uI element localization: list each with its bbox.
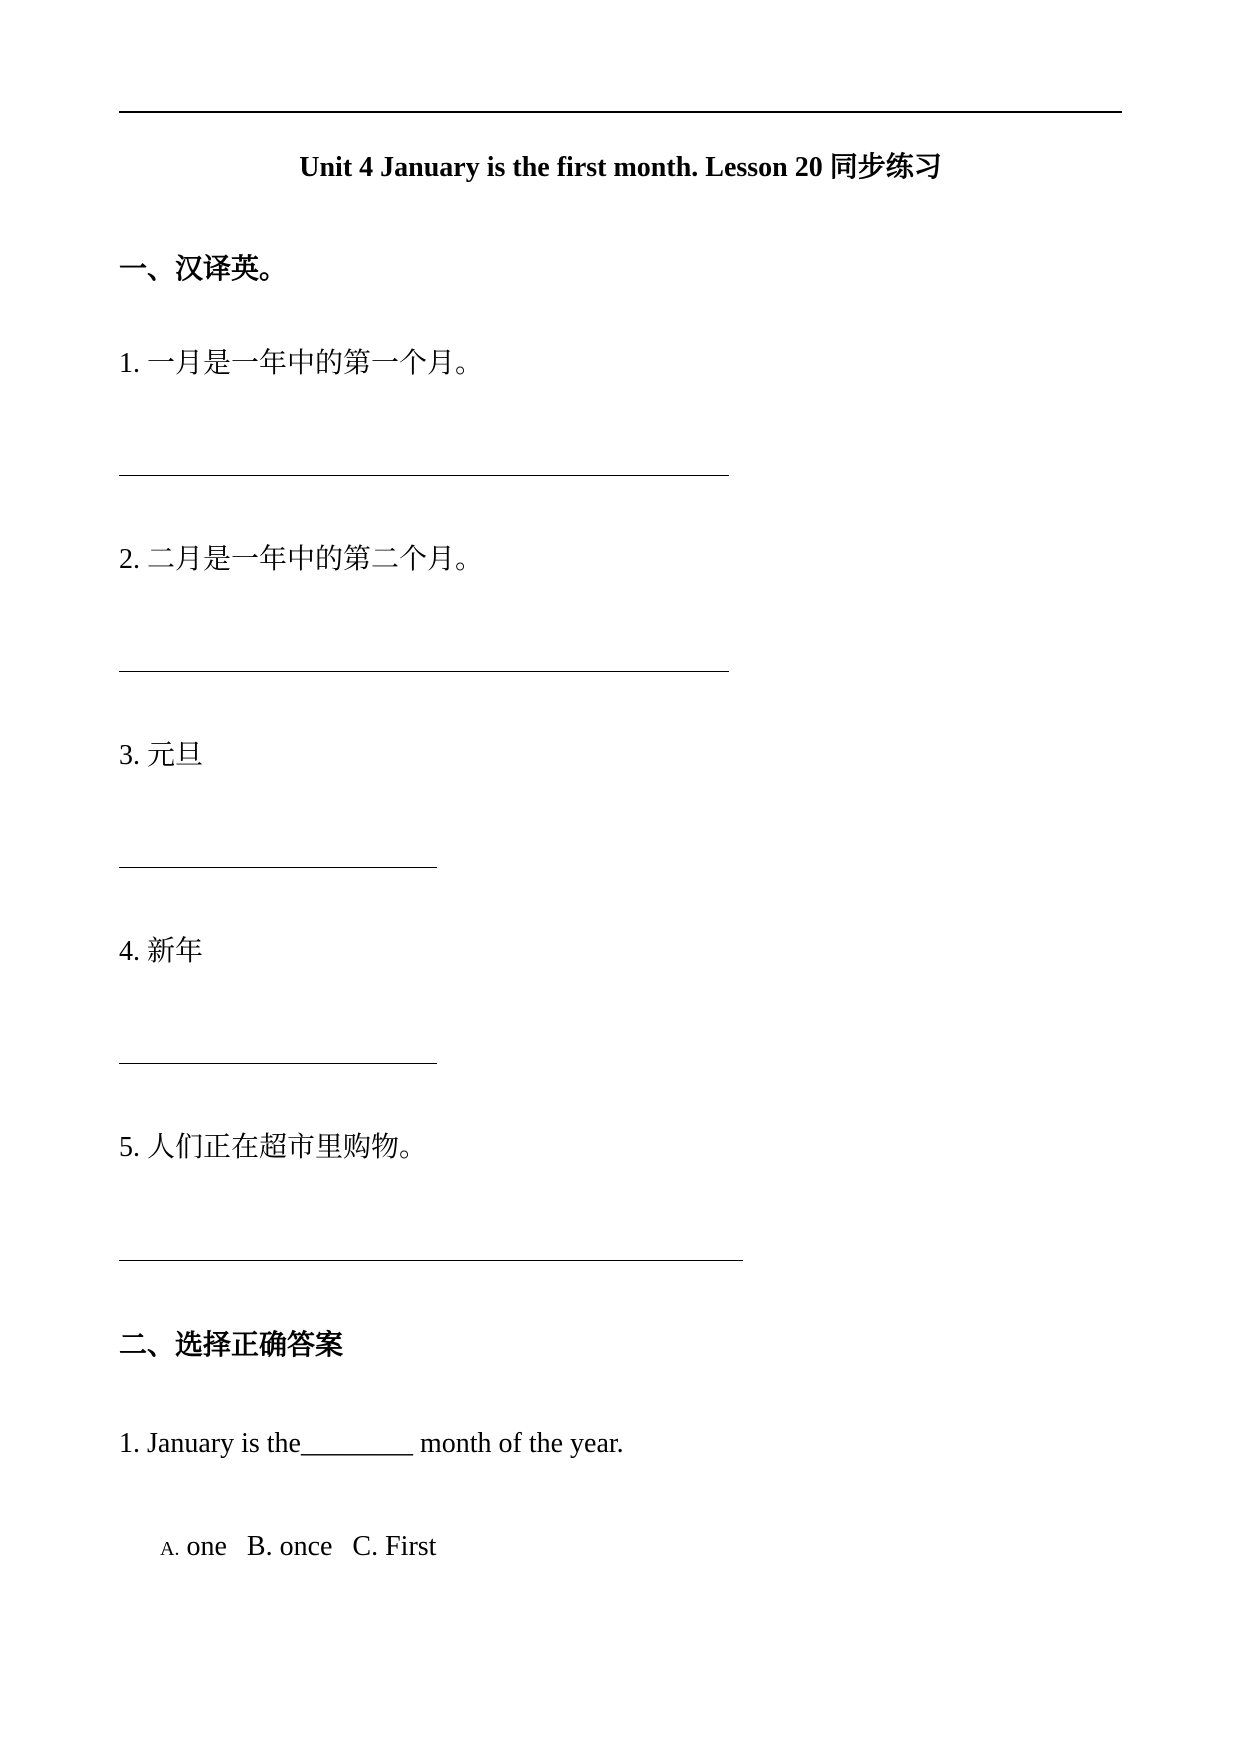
answer-line-1[interactable] [119, 475, 729, 476]
choice-options [160, 1527, 436, 1569]
section-heading-translate: 一、汉译英。 [119, 254, 288, 285]
question-5: 5. 人们正在超市里购物。 [119, 1132, 428, 1163]
question-2: 2. 二月是一年中的第二个月。 [119, 544, 484, 575]
question-4: 4. 新年 [119, 936, 204, 967]
section-heading-choice: 二、选择正确答案 [119, 1330, 344, 1361]
option-c[interactable]: C. First [352, 1531, 437, 1562]
choice-question-1: 1. January is the________ month of the year. [119, 1428, 624, 1459]
question-3: 3. 元旦 [119, 740, 204, 771]
page-title: Unit 4 January is the first month. Lesson 20 同步练习 [299, 152, 942, 183]
answer-line-3[interactable] [119, 867, 437, 868]
question-1: 1. 一月是一年中的第一个月。 [119, 348, 484, 379]
answer-line-5[interactable] [119, 1260, 743, 1261]
answer-line-2[interactable] [119, 671, 729, 672]
option-a-marker[interactable]: A. [160, 1538, 180, 1560]
option-a-text[interactable]: one [179, 1531, 227, 1562]
option-b[interactable]: B. once [246, 1531, 333, 1562]
header-rule [119, 111, 1122, 113]
answer-line-4[interactable] [119, 1063, 437, 1064]
